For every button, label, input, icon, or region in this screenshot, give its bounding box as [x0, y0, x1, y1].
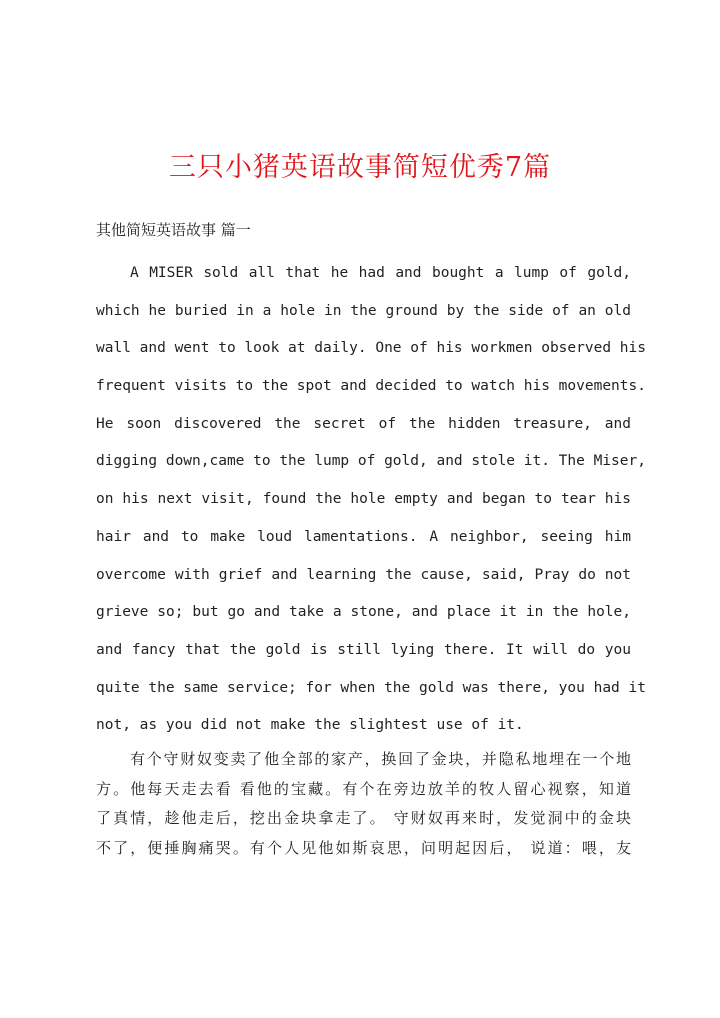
chinese-line: 有个守财奴变卖了他全部的家产，换回了金块，并隐私地埋在一个地 — [130, 750, 631, 768]
english-line: which he buried in a hole in the ground by the side of an old — [96, 302, 631, 319]
english-story-paragraph — [96, 255, 646, 745]
english-line: wall and went to look at daily. One of his workmen observed his — [96, 340, 646, 357]
chinese-line: 不了，便捶胸痛哭。有个人见他如斯哀思，问明起因后， 说道：喂，友 — [96, 838, 631, 857]
english-line: on his next visit, found the hole empty and began to tear his — [96, 491, 631, 508]
english-line: quite the same service; for when the gold was there, you had it — [96, 679, 646, 696]
chinese-line: 了真情，趁他走后，挖出金块拿走了。 守财奴再来时，发觉洞中的金块 — [96, 809, 631, 827]
english-line: overcome with grief and learning the cause, said, Pray do not — [96, 566, 631, 583]
english-line: hair and to make loud lamentations. A neighbor, seeing him — [96, 528, 631, 545]
document-title: 三只小猪英语故事简短优秀7篇 — [168, 152, 552, 183]
english-line: A MISER sold all that he had and bought a lump of gold, — [130, 265, 631, 281]
chinese-translation-paragraph — [96, 745, 631, 863]
english-line: digging down,came to the lump of gold, and stole it. The Miser, — [96, 453, 646, 470]
english-line: frequent visits to the spot and decided to watch his movements. — [96, 378, 646, 395]
section-heading: 其他简短英语故事 篇一 — [96, 221, 251, 239]
english-line: grieve so; but go and take a stone, and place it in the hole, — [96, 604, 631, 621]
chinese-line: 方。他每天走去看 看他的宝藏。有个在旁边放羊的牧人留心视察，知道 — [96, 779, 631, 798]
english-line: not, as you did not make the slightest use of it. — [96, 717, 524, 734]
english-line: and fancy that the gold is still lying there. It will do you — [96, 641, 631, 658]
english-line: He soon discovered the secret of the hidden treasure, and — [96, 415, 631, 432]
